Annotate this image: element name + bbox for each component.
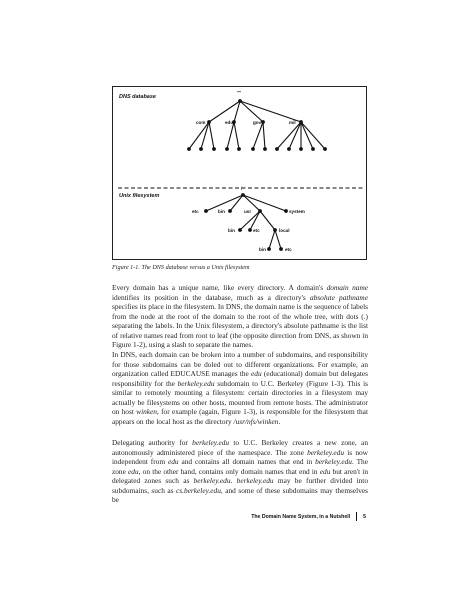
dns-node — [199, 147, 203, 151]
unix-node-usr: usr — [244, 209, 252, 214]
dns-node — [207, 120, 211, 124]
unix-node — [228, 209, 232, 213]
unix-node-system: system — [289, 209, 305, 214]
dns-edge — [289, 122, 301, 149]
unix-node-bin: bin — [218, 209, 225, 214]
dns-node — [225, 147, 229, 151]
dns-edge — [301, 122, 325, 149]
unix-local-bin: bin — [259, 247, 266, 252]
unix-node — [284, 209, 288, 213]
dns-root-label: "" — [237, 90, 242, 95]
unix-node — [267, 247, 271, 251]
unix-node — [204, 209, 208, 213]
unix-node — [241, 193, 245, 197]
paragraph-1: Every domain has a unique name, like every directory. A domain's domain name identifies its position in the database, much as a directory's absolute pathname specifies its place in the filesystem. In DNS, the domain name is the sequence of labels from the node at the root of the domain to the root of the whole tree, with dots (.) separating the labels. In the Unix filesystem, a directory's absolute pathname is the list of relative names read from root to leaf (the opposite direction from DNS, as shown in Figure 1-2), using a slash to separate the names. — [112, 283, 369, 350]
dns-node — [299, 120, 303, 124]
paragraph-3: Delegating authority for berkeley.edu to U.C. Berkeley creates a new zone, an autonomously administered piece of the namespace. The zone berkeley.edu is now independent from edu and contains all domain names that end in berkeley.edu. The zone edu, on the other hand, contains only domain names that end in edu but aren't in delegated zones such as berkeley.edu. berkeley.edu may be further divided into subdomains, such as cs.berkeley.edu, and some of these subdomains may themselves be — [112, 438, 369, 505]
dns-node — [287, 147, 291, 151]
page-number: 5 — [363, 513, 366, 520]
dns-node — [311, 147, 315, 151]
figure — [112, 86, 367, 260]
dns-node-gov: gov — [253, 120, 262, 125]
dns-edge — [240, 101, 263, 122]
dns-node-mil: mil — [289, 120, 296, 125]
dns-tree — [187, 99, 327, 151]
dns-database-label: DNS database — [119, 94, 156, 100]
dns-node — [263, 147, 267, 151]
unix-usr-local: local — [279, 228, 290, 233]
dns-edge — [277, 122, 301, 149]
dns-node — [323, 147, 327, 151]
dns-node-edu: edu — [225, 120, 234, 125]
unix-usr-etc: etc — [253, 228, 260, 233]
unix-usr-bin: bin — [228, 228, 235, 233]
figure-diagram — [113, 87, 368, 261]
dns-edge — [234, 122, 239, 149]
dns-node — [238, 99, 242, 103]
dns-node-com: com — [196, 120, 206, 125]
unix-node-etc: etc — [192, 209, 199, 214]
unix-local-etc: etc — [285, 247, 292, 252]
unix-edge — [269, 230, 275, 249]
dns-node — [299, 147, 303, 151]
unix-node — [273, 228, 277, 232]
unix-node — [238, 228, 242, 232]
footer-separator — [356, 512, 357, 521]
dns-edge — [189, 122, 209, 149]
unix-filesystem-label: Unix filesystem — [119, 193, 160, 199]
paragraph-2: In DNS, each domain can be broken into a number of subdomains, and responsibility for those subdomains can be doled out to different organizations. For example, an organization called EDUCAUSE manages the edu (educational) domain but delegates responsibility for the berkeley.edu subdomain to U.C. Berkeley (Figure 1-3). This is similar to remotely mounting a filesystem: certain directories in a filesystem may actually be filesystems on other hosts, mounted from remote hosts. The administrator on host winken, for example (again, Figure 1-3), is responsible for the filesystem that appears on the local host as the directory /usr/nfs/winken. — [112, 350, 368, 426]
unix-node — [258, 209, 262, 213]
dns-edge — [209, 122, 214, 149]
dns-node — [251, 147, 255, 151]
dns-edge — [263, 122, 265, 149]
dns-edge — [201, 122, 209, 149]
page-footer — [251, 512, 366, 521]
dns-edge — [240, 101, 301, 122]
dns-node — [275, 147, 279, 151]
unix-node — [279, 247, 283, 251]
dns-edge — [301, 122, 313, 149]
footer-chapter-title: The Domain Name System, in a Nutshell — [251, 513, 351, 520]
unix-tree — [204, 193, 288, 251]
dns-edge — [227, 122, 234, 149]
dns-node — [237, 147, 241, 151]
dns-node — [187, 147, 191, 151]
dns-edge — [253, 122, 263, 149]
dns-node — [212, 147, 216, 151]
figure-caption: Figure 1-1. The DNS database versus a Unix filesystem — [112, 264, 250, 271]
unix-edge — [260, 211, 275, 230]
dns-node — [261, 120, 265, 124]
unix-node — [248, 228, 252, 232]
unix-root-label: / — [241, 186, 243, 191]
